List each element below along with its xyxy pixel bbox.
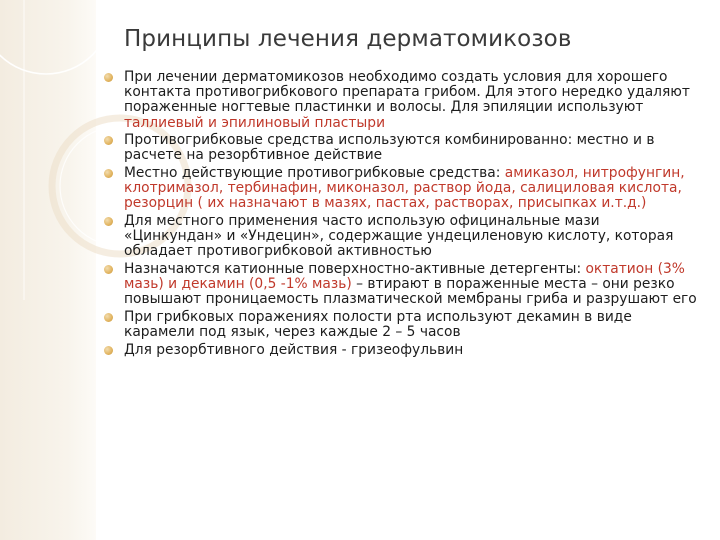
bullet-item xyxy=(104,133,700,163)
bullet-item xyxy=(104,310,700,340)
highlighted-text: амиказол, нитрофунгин, клотримазол, тербинафин, миконазол, раствор йода, салициловая кислота, резорцин ( их назначают в мазях, пастах, растворах, присыпках и.т.д.) xyxy=(124,165,685,212)
bullet-text: Местно действующие противогрибковые средства: xyxy=(124,165,505,181)
bullet-text: Для местного применения часто использую официнальные мази «Цинкундан» и «Ундецин», содержащие ундециленовую кислоту, которая обладает противогрибковой активностью xyxy=(124,213,674,260)
bullet-item xyxy=(104,343,700,358)
highlighted-text: октатион (3% мазь) и декамин (0,5 -1% мазь) xyxy=(124,261,685,293)
bullet-text: При лечении дерматомикозов необходимо создать условия для хорошего контакта противогрибкового препарата грибом. Для этого нередко удаляют пораженные ногтевые пластинки и волосы. Для эпиляции используют xyxy=(124,69,690,116)
bullet-text: Противогрибковые средства используются комбинированно: местно и в расчете на резорбтивное действие xyxy=(124,132,655,164)
bullet-list xyxy=(104,70,700,360)
slide-title: Принципы лечения дерматомикозов xyxy=(124,26,572,52)
bullet-text: Назначаются катионные поверхностно-активные детергенты: xyxy=(124,261,586,277)
bullet-item xyxy=(104,166,700,212)
bullet-text: – втирают в пораженные места – они резко повышают проницаемость плазматической мембраны гриба и разрушают его xyxy=(124,276,697,308)
bullet-marker-icon xyxy=(104,169,113,178)
bullet-marker-icon xyxy=(104,346,113,355)
bullet-text: При грибковых поражениях полости рта используют декамин в виде карамели под язык, через каждые 2 – 5 часов xyxy=(124,309,632,341)
bullet-item xyxy=(104,262,700,308)
bullet-marker-icon xyxy=(104,217,113,226)
bullet-item xyxy=(104,70,700,131)
bullet-text: Для резорбтивного действия - гризеофульвин xyxy=(124,341,464,358)
bullet-marker-icon xyxy=(104,265,113,274)
highlighted-text: таллиевый и эпилиновый пластыри xyxy=(124,114,386,131)
bullet-item xyxy=(104,214,700,260)
bullet-marker-icon xyxy=(104,73,113,82)
bullet-marker-icon xyxy=(104,313,113,322)
bullet-marker-icon xyxy=(104,136,113,145)
